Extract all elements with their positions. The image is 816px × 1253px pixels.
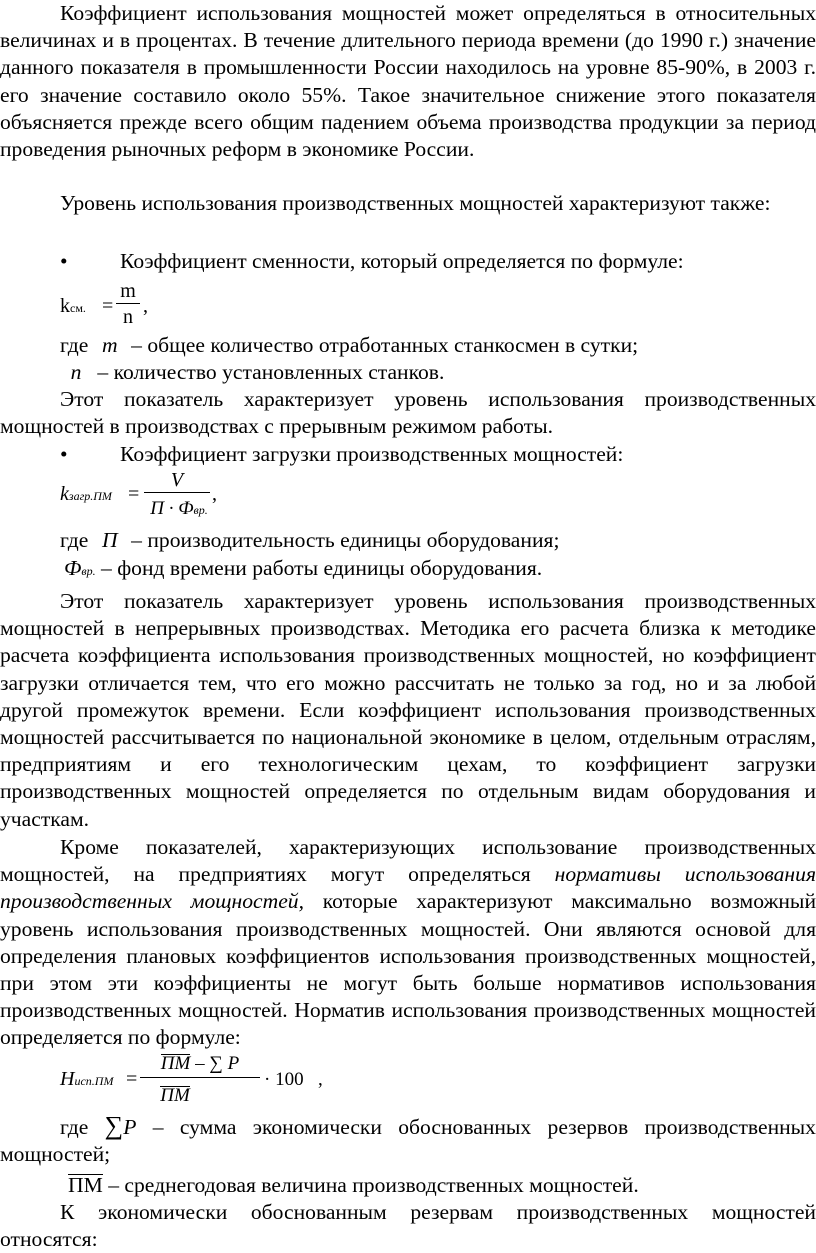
- formula-tail: ,: [143, 295, 148, 317]
- formula-denominator: n: [123, 306, 133, 328]
- formula-multiplier: · 100: [264, 1069, 304, 1090]
- formula-equals: =: [128, 483, 140, 505]
- fraction-bar: [144, 492, 210, 493]
- where-n: n – количество установленных станков.: [70, 360, 445, 384]
- formula-denominator: П · Фвр.: [150, 498, 208, 519]
- formula-equals: =: [126, 1068, 138, 1090]
- bullet-load-coefficient: [60, 441, 623, 468]
- formula-numerator: ПМ – ∑ P: [160, 1053, 240, 1074]
- bullet-text: Коэффициент загрузки производственных мощностей:: [120, 442, 624, 466]
- where-f: Фвр. – фонд времени работы единицы оборудования.: [64, 556, 543, 580]
- formula-numerator: m: [120, 280, 136, 302]
- bullet-icon: •: [60, 249, 68, 273]
- fraction-bar: [140, 1077, 260, 1078]
- formula-lhs: Нисп.ПМ: [60, 1068, 114, 1090]
- norms-term: нормативы использования производственных мощностей,: [0, 862, 816, 914]
- where-p: где П – производительность единицы оборудования;: [60, 528, 560, 552]
- sum-symbol: ∑: [104, 1111, 124, 1140]
- paragraph-reserves: К экономически обоснованным резервам производственных мощностей относятся:: [0, 1200, 816, 1252]
- paragraph-norms: Кроме показателей, характеризующих использование производственных мощностей, на предприятиях могут определяться нормативы использования производственных мощностей, которые характеризуют максимально возможный уровень использования производственных мощностей. Они являются основой для определения плановых коэффициентов использования производственных мощностей, при этом эти коэффициенты не могут быть больше нормативов использования производственных мощностей. Норматив использования производственных мощностей определяется по формуле:: [0, 835, 816, 1050]
- bullet-icon: •: [60, 442, 68, 466]
- formula-numerator: V: [170, 469, 184, 491]
- formula-lhs: kзагр.ПМ: [60, 483, 112, 505]
- formula-lhs: kсм.: [60, 295, 86, 317]
- formula-tail: ,: [212, 483, 217, 505]
- where-m: где m – общее количество отработанных станкосмен в сутки;: [60, 333, 639, 357]
- paragraph-interrupted-mode: Этот показатель характеризует уровень использования производственных мощностей в производствах с прерывным режимом работы.: [0, 387, 816, 439]
- bullet-shift-coefficient: [60, 248, 684, 275]
- formula-load-coefficient: [60, 467, 230, 527]
- formula-denominator: ПМ: [160, 1085, 190, 1106]
- formula-shift-coefficient: [60, 280, 180, 330]
- formula-tail: ,: [318, 1069, 323, 1090]
- where-sum-p: где ∑P – сумма экономически обоснованных резервов производственных мощностей;: [0, 1111, 816, 1167]
- paragraph-continuous-production: Этот показатель характеризует уровень использования производственных мощностей в непрерывных производствах. Методика его расчета близка к методике расчета коэффициента использования производственных мощностей, но коэффициент загрузки отличается тем, что его можно рассчитать не только за год, но и за любой другой промежуток времени. Если коэффициент использования производственных мощностей рассчитывается по национальной экономике в целом, отдельным отраслям, предприятиям и его технологическим цехам, то коэффициент загрузки производственных мощностей определяется по отдельным видам оборудования и участкам.: [0, 589, 816, 831]
- paragraph-capacity-coefficient: Коэффициент использования мощностей может определяться в относительных величинах и в процентах. В течение длительного периода времени (до 1990 г.) значение данного показателя в промышленности России находилось на уровне 85-90%, в 2003 г. его значение составило около 55%. Такое значительное снижение этого показателя объясняется прежде всего общим падением объема производства продукции за период проведения рыночных реформ в экономике России.: [0, 1, 816, 162]
- where-pm: ПМ – среднегодовая величина производственных мощностей.: [68, 1173, 639, 1197]
- paragraph-also-characterize: Уровень использования производственных мощностей характеризуют также:: [60, 191, 771, 215]
- bullet-text: Коэффициент сменности, который определяется по формуле:: [120, 249, 684, 273]
- formula-usage-norm: [60, 1053, 323, 1110]
- formula-equals: =: [102, 295, 114, 317]
